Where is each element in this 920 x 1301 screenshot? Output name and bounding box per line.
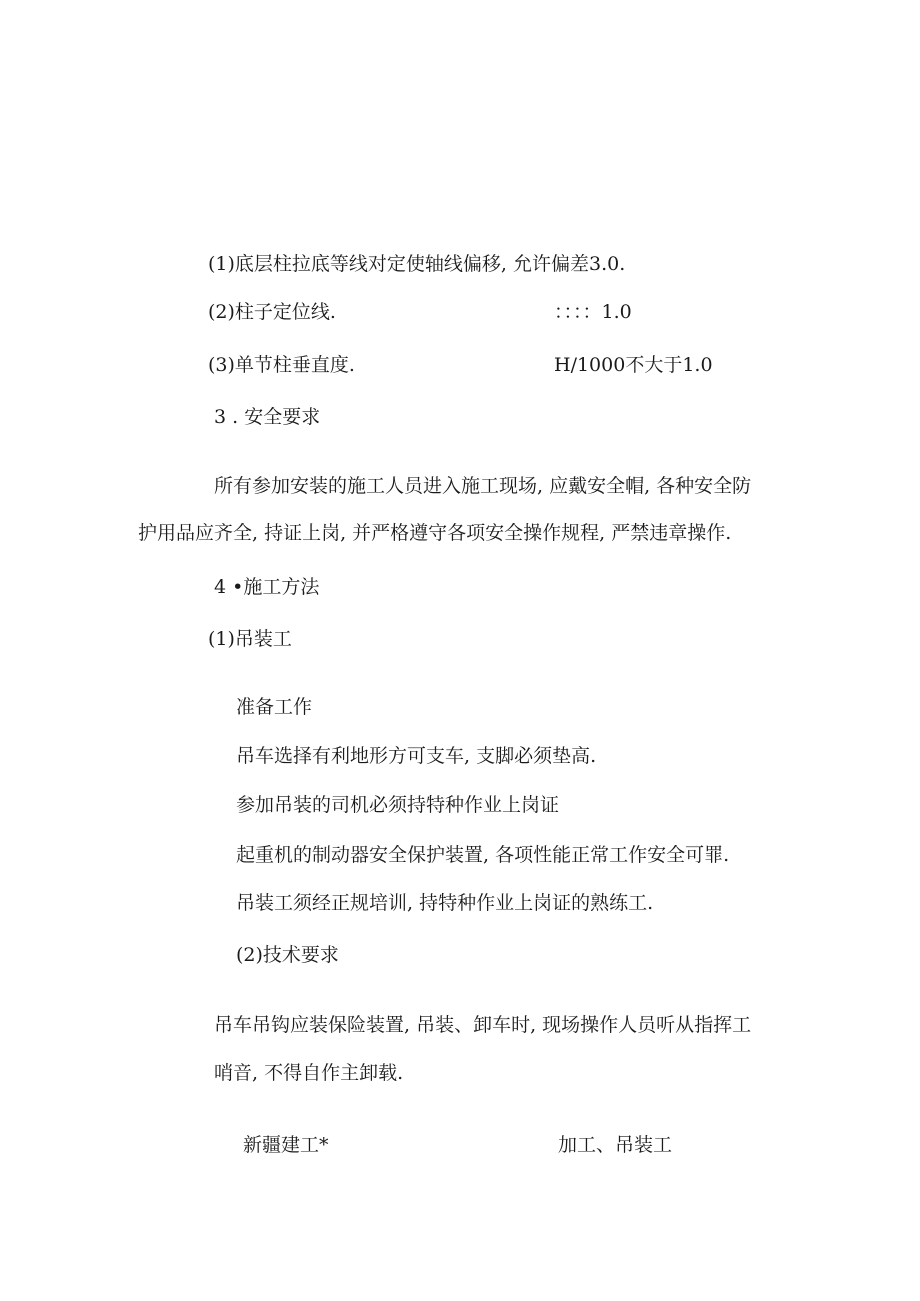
footer-right: 加工、吊装工 (558, 1134, 673, 1156)
tolerance-value: H/1000不大于1.0 (554, 354, 713, 376)
tolerance-label: (3)单节柱垂直度. (208, 354, 355, 376)
subsection-technical-requirements: (2)技术要求 (236, 944, 339, 966)
preparation-title: 准备工作 (236, 696, 313, 718)
section-3-heading: 3 . 安全要求 (214, 406, 321, 428)
technical-paragraph-line-1: 吊车吊钩应装保险装置, 吊装、卸车时, 现场操作人员听从指挥工 (214, 1014, 752, 1036)
preparation-item-1: 吊车选择有利地形方可支车, 支脚必须垫高. (236, 745, 597, 767)
footer-left: 新疆建工* (243, 1134, 329, 1156)
preparation-item-4: 吊装工须经正规培训, 持特种作业上岗证的熟练工. (236, 892, 654, 914)
section-4-heading: 4 •施工方法 (214, 576, 320, 598)
tolerance-label: (2)柱子定位线. (208, 301, 336, 323)
subsection-lifting-crew: (1)吊装工 (208, 628, 292, 650)
preparation-item-3: 起重机的制动器安全保护装置, 各项性能正常工作安全可罪. (236, 844, 730, 866)
technical-paragraph-line-2: 哨音, 不得自作主卸载. (214, 1062, 404, 1084)
tolerance-value: ：：：：1.0 (554, 301, 632, 323)
safety-paragraph-line-2: 护用品应齐全, 持证上岗, 并严格遵守各项安全操作规程, 严禁违章操作. (138, 522, 732, 544)
tolerance-label: (1)底层柱拉底等线对定使轴线偏移, 允许偏差3.0. (208, 253, 626, 275)
tolerance-item-1 (208, 252, 625, 276)
preparation-item-2: 参加吊装的司机必须持特种作业上岗证 (236, 794, 560, 816)
safety-paragraph-line-1: 所有参加安装的施工人员进入施工现场, 应戴安全帽, 各种安全防 (214, 475, 752, 497)
